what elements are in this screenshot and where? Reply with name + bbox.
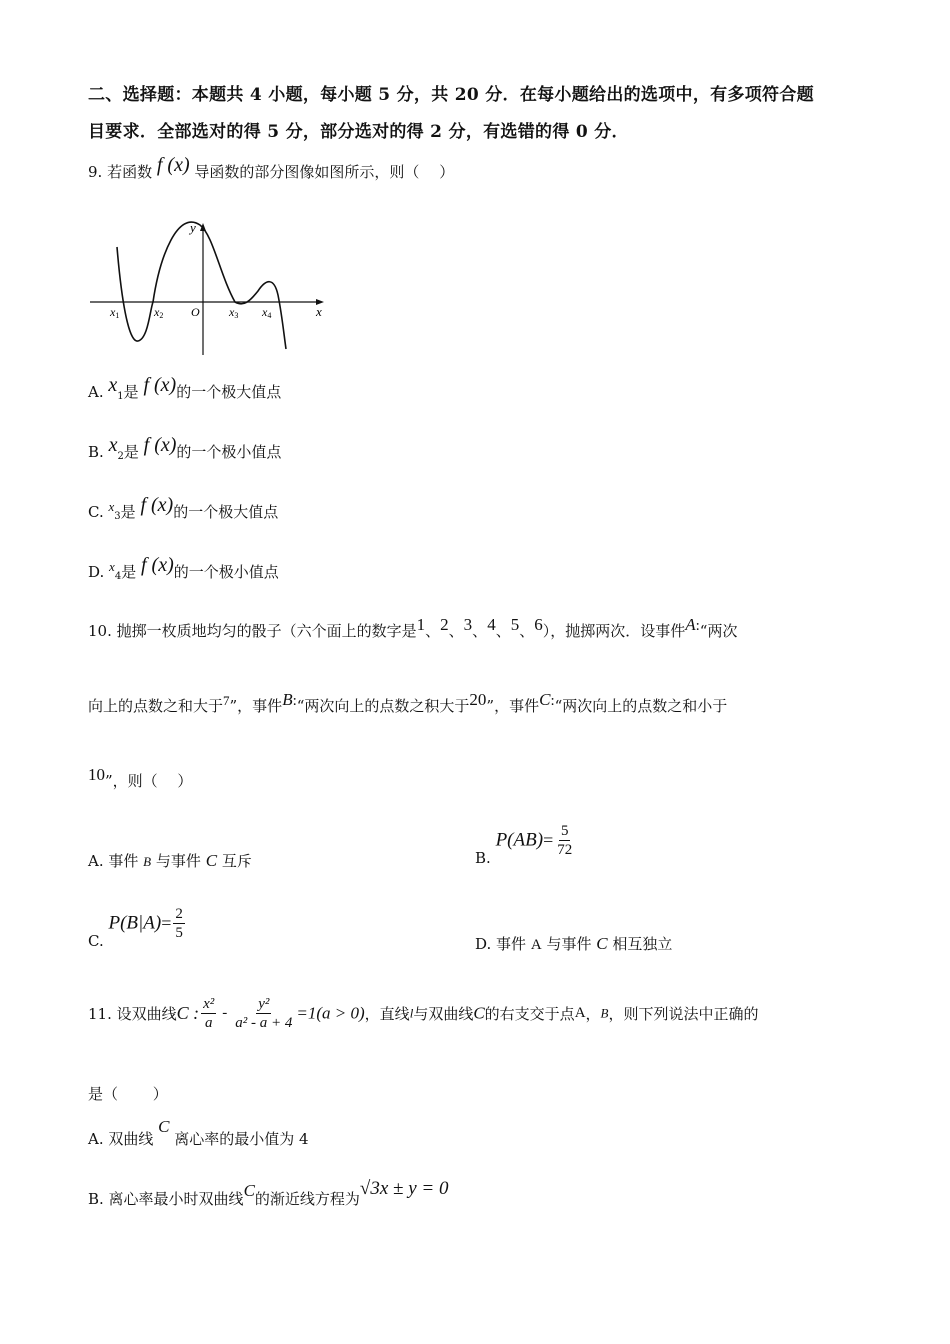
q9-text: 导函数的部分图像如图所示，则（ ）	[194, 163, 455, 181]
option-func: f (x)	[143, 374, 177, 396]
q9-number: 9. 若函数	[88, 163, 153, 181]
option-func: f (x)	[141, 554, 174, 576]
q10-stem-line3: 10”，则（ ）	[88, 765, 193, 790]
axis-y-label: y	[190, 220, 196, 235]
option-func: f (x)	[143, 434, 177, 456]
option-tail: 的一个极小值点	[173, 563, 279, 581]
q9-derivative-graph	[88, 215, 333, 360]
option-mid: 是	[121, 563, 137, 581]
option-var: x	[108, 434, 118, 456]
die-face-2: 2	[440, 615, 449, 634]
die-face-3: 3	[463, 615, 473, 634]
x2-label: x2	[154, 305, 164, 320]
q10-option-d[interactable]: D. 事件 A 与事件 C 相互独立	[475, 934, 673, 953]
x1-label: x1	[110, 305, 120, 320]
die-face-1: 1	[416, 615, 426, 634]
fraction-5-72: $\frac{5}{72}$	[557, 823, 573, 858]
q11-option-a[interactable]: A. 双曲线 C 离心率的最小值为 4	[88, 1117, 309, 1148]
option-sub: 2	[117, 451, 124, 462]
event-a: A	[685, 615, 696, 634]
q10-option-c[interactable]: C. P(B|A)= $\frac{2}{5}$	[88, 906, 183, 950]
q9-stem	[88, 154, 455, 183]
option-sub: 3	[114, 511, 121, 522]
q10-text: “两次	[699, 622, 738, 640]
q11-stem-line1: 11. 设双曲线C : $\frac{\text{x²}}{a}$ - $\frac{\text{y²}}{\text{a² - a + 4}}$ =1(a > 0)，直线l与双曲线C的右支交于点A，B，则下列说法中正确的	[88, 996, 759, 1031]
option-sub: 4	[114, 571, 122, 582]
q10-text: 10. 抛掷一枚质地均匀的骰子（六个面上的数字是	[88, 622, 417, 640]
section-title-line1: 二、选择题：本题共 4 小题，每小题 5 分，共 20 分．在每小题给出的选项中，有多项符合题	[88, 85, 814, 105]
fraction-y2: $\frac{\text{y²}}{\text{a² - a + 4}}$	[235, 996, 293, 1031]
option-func: f (x)	[140, 494, 174, 516]
q10-option-b[interactable]: B. P(AB)= $\frac{5}{72}$	[475, 823, 573, 867]
die-face-4: 4	[487, 615, 496, 634]
die-face-6: 6	[534, 615, 543, 634]
q9-option-b[interactable]	[88, 434, 282, 463]
option-tail: 的一个极大值点	[173, 503, 279, 521]
axis-x-label: x	[316, 304, 322, 319]
q9-option-a[interactable]	[88, 374, 282, 403]
number-10: 10	[88, 765, 105, 784]
q10-option-a[interactable]: A. 事件 B 与事件 C 互斥	[88, 851, 252, 870]
option-sub: 1	[117, 391, 124, 402]
die-face-5: 5	[510, 615, 520, 634]
fraction-2-5: $\frac{2}{5}$	[175, 906, 183, 941]
q9-option-d[interactable]	[88, 554, 279, 583]
option-var: x	[109, 559, 115, 574]
x4-label: x4	[262, 305, 272, 320]
option-var: x	[108, 374, 118, 396]
option-label: C.	[88, 503, 104, 521]
q10-stem-line1: 10. 抛掷一枚质地均匀的骰子（六个面上的数字是1、2、3、4、5、6），抛掷两次．设事件A:“两次	[88, 615, 738, 640]
section-title-line2: 目要求．全部选对的得 5 分，部分选对的得 2 分，有选错的得 0 分．	[88, 122, 629, 142]
q9-option-c[interactable]	[88, 494, 279, 523]
q10-stem-line2: 向上的点数之和大于7”，事件B:“两次向上的点数之积大于20”，事件C:“两次向上的点数之和小于	[88, 690, 728, 715]
x3-label: x3	[229, 305, 239, 320]
derivative-curve	[117, 222, 286, 349]
q11-option-b[interactable]: B. 离心率最小时双曲线C的渐近线方程为√3x ± y = 0	[88, 1178, 449, 1208]
option-tail: 的一个极大值点	[176, 383, 282, 401]
q9-func: f (x)	[156, 154, 190, 176]
option-tail: 的一个极小值点	[176, 443, 282, 461]
origin-label: O	[191, 305, 200, 319]
option-label: D.	[88, 563, 105, 581]
option-mid: 是	[120, 503, 136, 521]
event-c: C	[539, 690, 551, 709]
option-label: A.	[88, 383, 104, 401]
option-mid: 是	[123, 443, 139, 461]
number-7: 7	[223, 693, 230, 708]
option-mid: 是	[123, 383, 139, 401]
option-label: B.	[88, 443, 104, 461]
number-20: 20	[469, 690, 487, 709]
q10-text: ），抛掷两次．设事件	[542, 622, 686, 640]
option-var: x	[108, 499, 115, 514]
q11-stem-line2: 是（ ）	[88, 1085, 168, 1103]
event-b: B	[282, 690, 293, 709]
fraction-x2-a: $\frac{\text{x²}}{a}$	[203, 996, 215, 1031]
